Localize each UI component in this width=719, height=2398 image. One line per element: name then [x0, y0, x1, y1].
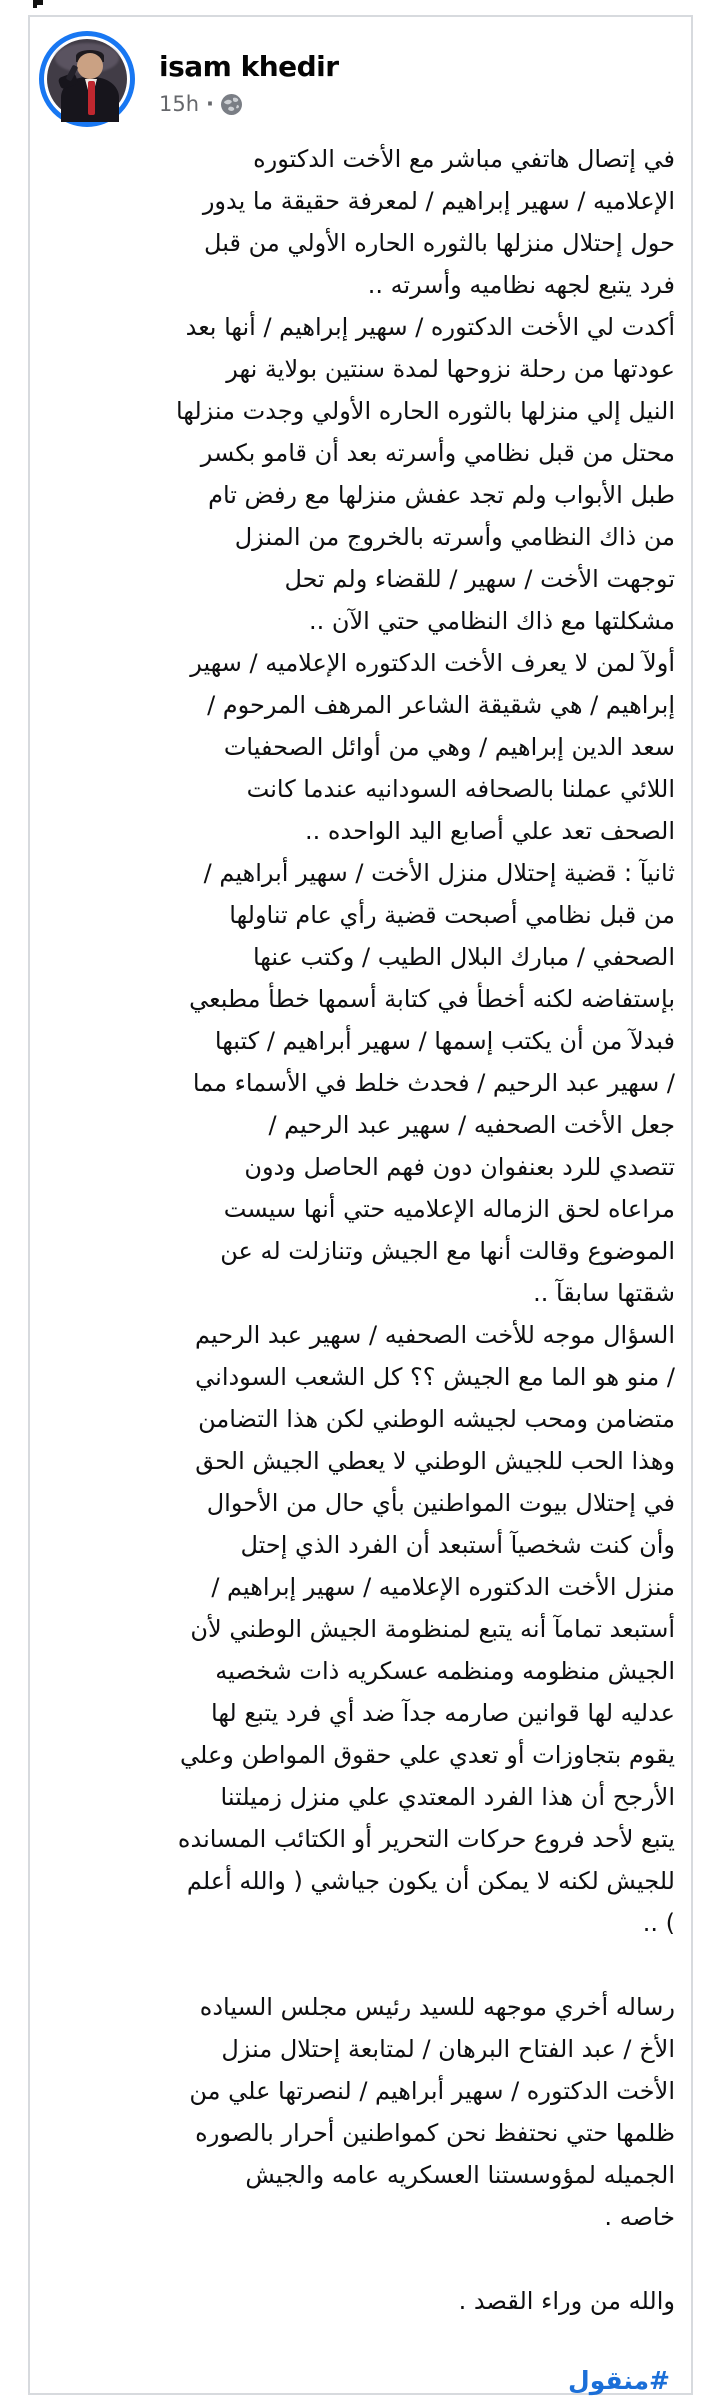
post-text-line: الصحفي / مبارك البلال الطيب / وكتب عنها — [252, 943, 675, 971]
post-text-line: تتصدي للرد بعنفوان دون فهم الحاصل ودون — [244, 1153, 675, 1181]
post-text-line: يتبع لأحد فروع حركات التحرير أو الكتائب المسانده — [177, 1825, 675, 1853]
post-text-line: ) .. — [642, 1909, 675, 1937]
post-text-line: من قبل نظامي أصبحت قضية رأي عام تناولها — [229, 901, 675, 929]
post-text-line: الجميله لمؤوسستنا العسكريه عامه والجيش — [245, 2161, 675, 2189]
post-text-line: الأخ / عبد الفتاح البرهان / لمتابعة إحتلال منزل — [221, 2035, 675, 2063]
post-text-line: رساله أخري موجهه للسيد رئيس مجلس السياده — [199, 1993, 675, 2021]
post-text-line: يقوم بتجاوزات أو تعدي علي حقوق المواطن وعلي — [180, 1741, 675, 1769]
post-text-line — [49, 2322, 675, 2364]
post-text-line: شقتها سابقآ .. — [533, 1279, 675, 1307]
post-text-line: محتل من قبل نظامي وأسرته بعد أن قامو بكسر — [200, 439, 675, 467]
profile-photo — [47, 39, 127, 119]
post-text-line: عدليه لها قوانين صارمه جدآ ضد أي فرد يتبع لها — [211, 1699, 675, 1727]
post-text-line: إبراهيم / هي شقيقة الشاعر المرهف المرحوم / — [207, 691, 675, 719]
post-text-line: حول إحتلال منزلها بالثوره الحاره الأولي من قبل — [204, 229, 675, 257]
post-text-line: الأخت الدكتوره / سهير أبراهيم / لنصرتها علي من — [189, 2077, 675, 2105]
post-text-line: منزل الأخت الدكتوره الإعلاميه / سهير إبراهيم / — [211, 1573, 675, 1601]
post-text-line: خاصه . — [604, 2203, 675, 2231]
post-text-line: مشكلتها مع ذاك النظامي حتي الآن .. — [308, 607, 675, 635]
photo-tie — [88, 81, 95, 115]
post-text-line: الإعلاميه / سهير إبراهيم / لمعرفة حقيقة ما يدور — [202, 187, 675, 215]
post-text-line: وأن كنت شخصيآ أستبعد أن الفرد الذي إحتل — [240, 1531, 675, 1559]
post-text-line: الصحف تعد علي أصابع اليد الواحده .. — [305, 817, 675, 845]
cropped-ui-fragment — [33, 0, 43, 5]
post-text-line: في إحتلال بيوت المواطنين بأي حال من الأحوال — [206, 1489, 675, 1517]
post-text-line: الموضوع وقالت أنها مع الجيش وتنازلت له عن — [220, 1237, 675, 1265]
post-meta — [159, 91, 242, 117]
post-card — [28, 15, 693, 2395]
photo-face — [77, 53, 103, 79]
post-text-line: للجيش لكنه لا يمكن أن يكون جياشي ( والله أعلم — [186, 1867, 675, 1895]
post-text-line: والله من وراء القصد . — [458, 2287, 675, 2315]
post-text-line: فبدلآ من أن يكتب إسمها / سهير أبراهيم / كتبها — [214, 1027, 675, 1055]
post-text-line — [49, 1944, 675, 1986]
post-text-line: وهذا الحب للجيش الوطني لا يعطي الجيش الحق — [195, 1447, 675, 1475]
post-text-line: أستبعد تمامآ أنه يتبع لمنظومة الجيش الوطني لأن — [190, 1615, 675, 1643]
post-text-line: السؤال موجه للأخت الصحفيه / سهير عبد الرحيم — [195, 1321, 675, 1349]
post-text-line — [49, 2238, 675, 2280]
meta-separator: · — [206, 92, 215, 116]
timestamp[interactable]: 15h — [159, 92, 200, 116]
post-text-line: أكدت لي الأخت الدكتوره / سهير إبراهيم / أنها بعد — [185, 313, 675, 341]
post-text-line: / منو هو الما مع الجيش ؟؟ كل الشعب السوداني — [195, 1363, 675, 1391]
globe-icon — [221, 94, 242, 115]
post-text-line: فرد يتبع لجهه نظاميه وأسرته .. — [367, 271, 675, 299]
post-text-line: جعل الأخت الصحفيه / سهير عبد الرحيم / — [268, 1111, 675, 1139]
post-text-line: ظلمها حتي نحتفظ نحن كمواطنين أحرار بالصوره — [195, 2119, 675, 2147]
post-text-line: الجيش منظومه ومنظمه عسكريه ذات شخصيه — [215, 1657, 675, 1685]
post-text-line: من ذاك النظامي وأسرته بالخروج من المنزل — [234, 523, 675, 551]
avatar[interactable] — [39, 31, 135, 127]
author-name[interactable]: isam khedir — [159, 50, 339, 83]
post-header — [30, 17, 691, 137]
post-text-line: اللائي عملنا بالصحافه السودانيه عندما كانت — [246, 775, 675, 803]
post-text — [49, 138, 675, 2364]
post-text-line: ثانيآ : قضية إحتلال منزل الأخت / سهير أبراهيم / — [203, 859, 675, 887]
post-text-line: أولآ لمن لا يعرف الأخت الدكتوره الإعلاميه / سهير — [190, 649, 675, 677]
story-ring-icon — [39, 31, 135, 127]
post-text-line: مراعاه لحق الزماله الإعلاميه حتي أنها سيست — [223, 1195, 675, 1223]
post-text-line: في إتصال هاتفي مباشر مع الأخت الدكتوره — [253, 145, 675, 173]
post-text-line: طبل الأبواب ولم تجد عفش منزلها مع رفض تام — [208, 481, 675, 509]
post-text-line: توجهت الأخت / سهير / للقضاء ولم تحل — [284, 565, 675, 593]
hashtag-link[interactable]: #منقول — [568, 2366, 670, 2395]
post-text-line: بإستفاضه لكنه أخطأ في كتابة أسمها خطأ مطبعي — [189, 985, 675, 1013]
post-text-line: الأرجح أن هذا الفرد المعتدي علي منزل زميلتنا — [220, 1783, 675, 1811]
post-text-line: سعد الدين إبراهيم / وهي من أوائل الصحفيات — [223, 733, 675, 761]
post-text-line: النيل إلي منزلها بالثوره الحاره الأولي وجدت منزلها — [175, 397, 675, 425]
post-text-line: / سهير عبد الرحيم / فحدث خلط في الأسماء مما — [192, 1069, 675, 1097]
post-text-line: عودتها من رحلة نزوحها لمدة سنتين بولاية نهر — [226, 355, 675, 383]
post-text-line: متضامن ومحب لجيشه الوطني لكن هذا التضامن — [198, 1405, 675, 1433]
